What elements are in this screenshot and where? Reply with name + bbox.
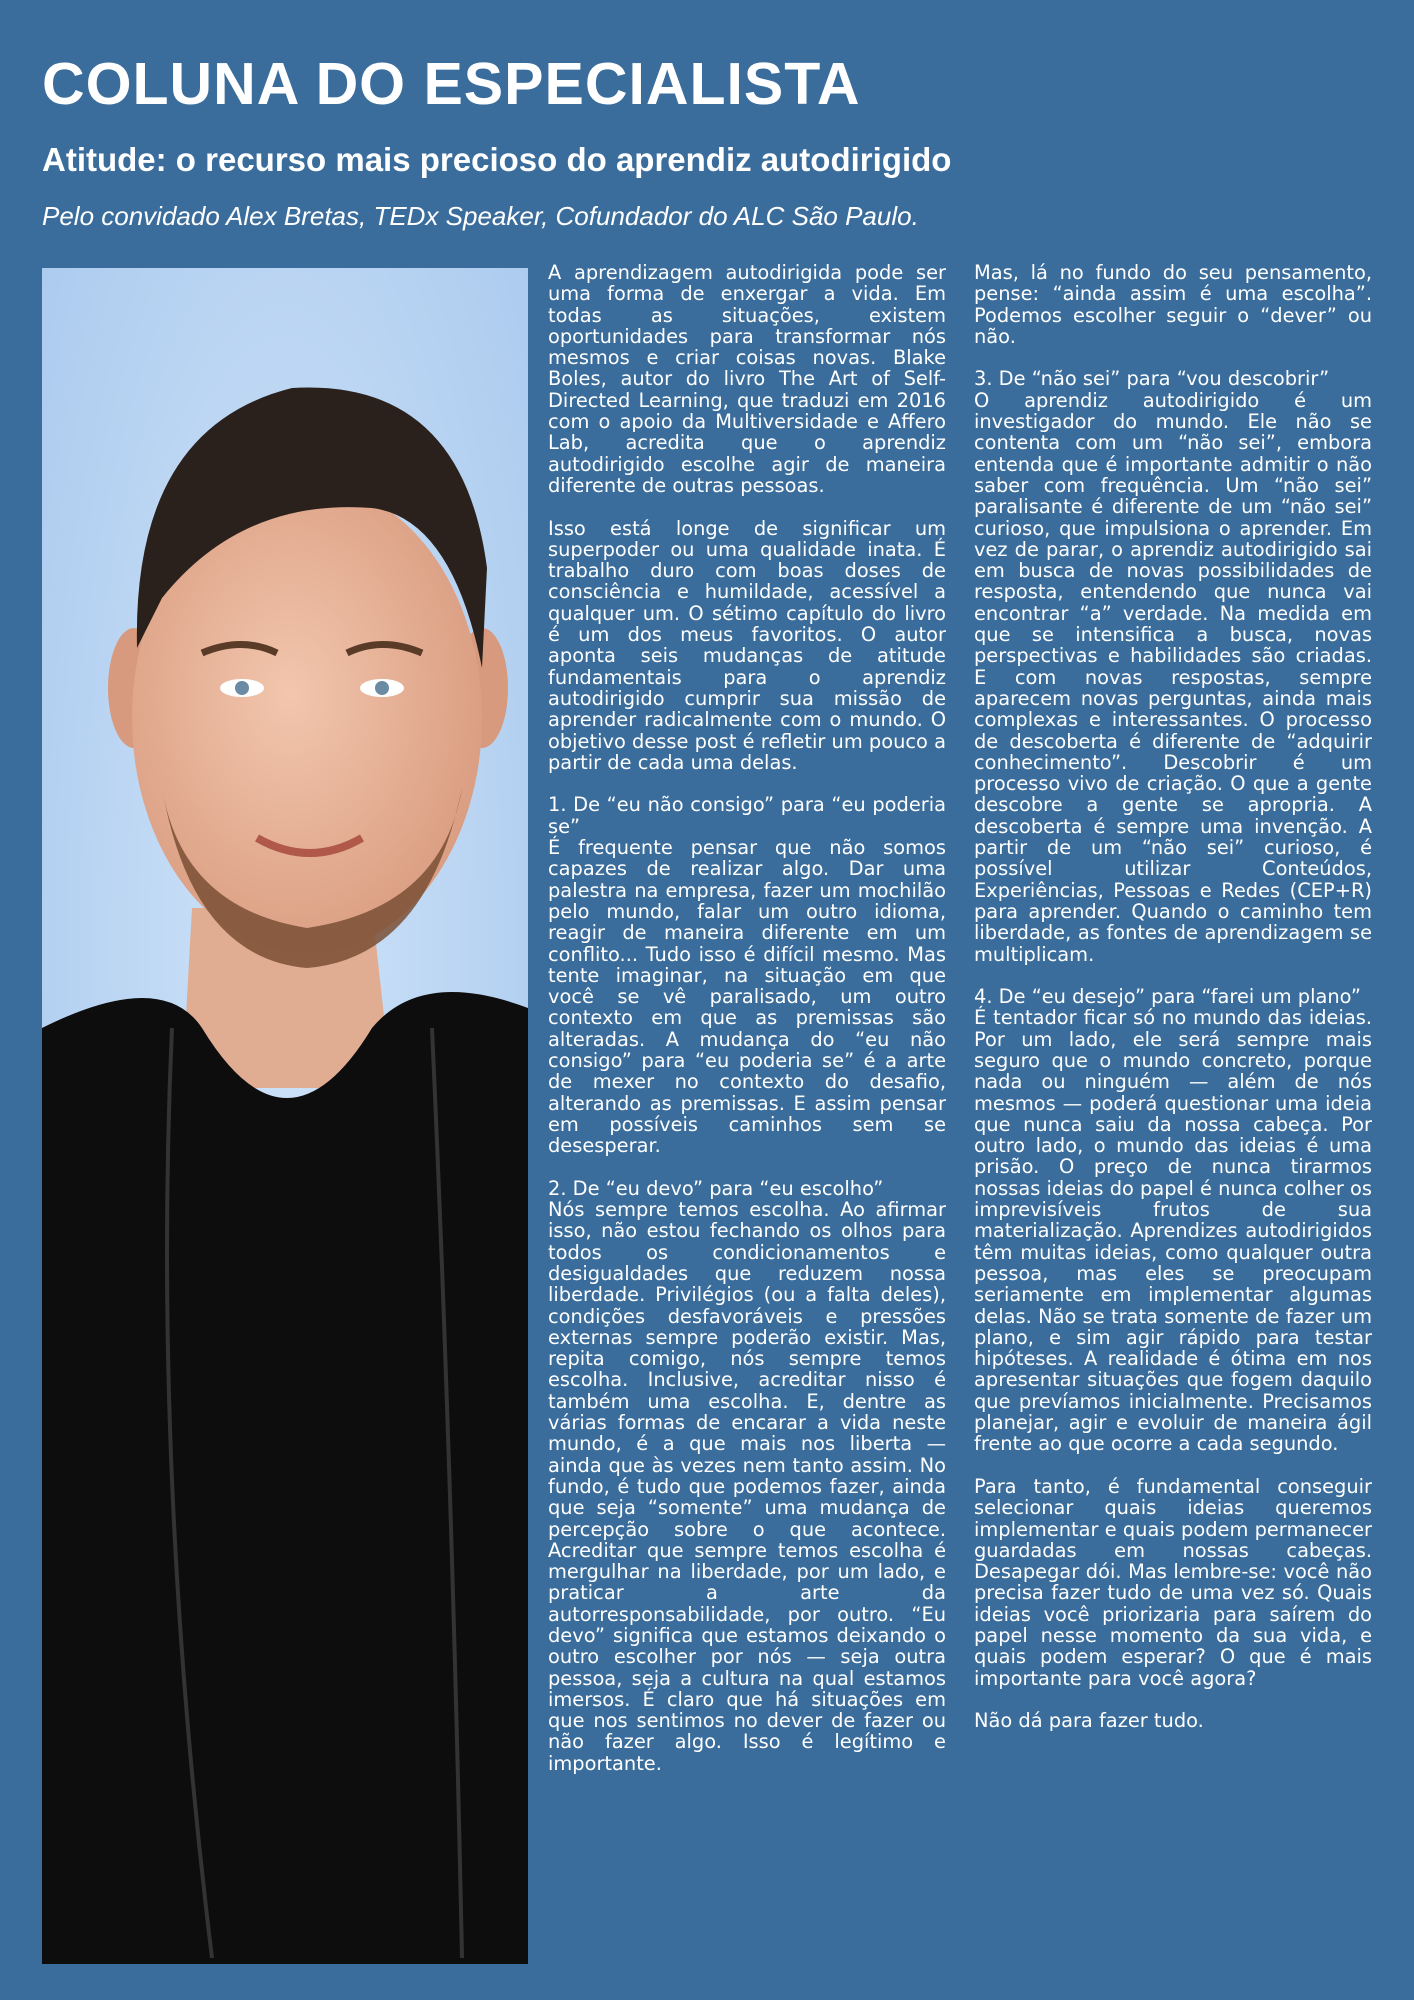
author-photo	[42, 268, 528, 1964]
article-column-2	[974, 262, 1372, 1731]
article-column-1	[548, 262, 946, 1774]
article-title: Atitude: o recurso mais precioso do aprendiz autodirigido	[42, 141, 952, 178]
section-text: É frequente pensar que não somos capazes de realizar algo. Dar uma palestra na empresa, fazer um mochilão pelo mundo, falar um outro idioma, reagir de maneira diferente em um conflito... Tudo isso é difícil mesmo. Mas tente imaginar, na situação em que você se vê paralisado, um outro contexto em que as premissas são alteradas. A mudança do “eu não consigo” para “eu poderia se” é a arte de mexer no contexto do desafio, alterando as premissas. E assim pensar em possíveis caminhos sem se desesperar.	[548, 836, 946, 1158]
paragraph: Para tanto, é fundamental conseguir selecionar quais ideias queremos implementar e quais podem permanecer guardadas em nossas cabeças. Desapegar dói. Mas lembre-se: você não precisa fazer tudo de uma vez só. Quais ideias você priorizaria para saírem do papel nesse momento da sua vida, e quais podem esperar? O que é mais importante para você agora?	[974, 1474, 1372, 1690]
author-byline: Pelo convidado Alex Bretas, TEDx Speaker, Cofundador do ALC São Paulo.	[42, 201, 919, 231]
section-heading: 3. De “não sei” para “vou descobrir”	[974, 367, 1330, 391]
section-heading: 2. De “eu devo” para “eu escolho”	[548, 1176, 884, 1200]
section-heading: 1. De “eu não consigo” para “eu poderia se”	[548, 793, 946, 838]
section-text: O aprendiz autodirigido é um investigador do mundo. Ele não se contenta com um “não sei”, embora entenda que é importante admitir o não saber com frequência. Um “não sei” paralisante é diferente de um “não sei” curioso, que impulsiona o aprender. Em vez de parar, o aprendiz autodirigido sai em busca de novas possibilidades de resposta, entendendo que nunca vai encontrar “a” verdade. Na medida em que se intensifica a busca, novas perspectivas e habilidades são criadas. E com novas respostas, sempre aparecem novas perguntas, ainda mais complexas e interessantes. O processo de descoberta é diferente de “adquirir conhecimento”. Descobrir é um processo vivo de criação. O que a gente descobre a gente se apropria. A descoberta é sempre uma invenção. A partir de um “não sei” curioso, é possível utilizar Conteúdos, Experiências, Pessoas e Redes (CEP+R) para aprender. Quando o caminho tem liberdade, as fontes de aprendizagem se multiplicam.	[974, 388, 1372, 966]
section-heading: 4. De “eu desejo” para “farei um plano”	[974, 985, 1361, 1009]
paragraph: A aprendizagem autodirigida pode ser uma forma de enxergar a vida. Em todas as situações, existem oportunidades para transformar nós mesmos e criar coisas novas. Blake Boles, autor do livro The Art of Self-Directed Learning, que traduzi em 2016 com o apoio da Multiversidade e Affero Lab, acredita que o aprendiz autodirigido escolhe agir de maneira diferente de outras pessoas.	[548, 261, 946, 497]
section-2	[548, 1178, 946, 1774]
section-3	[974, 368, 1372, 964]
closing-line: Não dá para fazer tudo.	[974, 1709, 1204, 1733]
paragraph: Mas, lá no fundo do seu pensamento, pense: “ainda assim é uma escolha”. Podemos escolher seguir o “dever” ou não.	[974, 261, 1372, 348]
section-text: Nós sempre temos escolha. Ao afirmar isso, não estou fechando os olhos para todos os condicionamentos e desigualdades que reduzem nossa liberdade. Privilégios (ou a falta deles), condições desfavoráveis e pressões externas sempre poderão existir. Mas, repita comigo, nós sempre temos escolha. Inclusive, acreditar nisso é também uma escolha. E, dentre as várias formas de encarar a vida neste mundo, é a que mais nos liberta — ainda que às vezes nem tanto assim. No fundo, é tudo que podemos fazer, ainda que seja “somente” uma mudança de percepção sobre o que acontece. Acreditar que sempre temos escolha é mergulhar na liberdade, por um lado, e praticar a arte da autorresponsabilidade, por outro. “Eu devo” significa que estamos deixando o outro escolher por nós — seja outra pessoa, seja a cultura na qual estamos imersos. É claro que há situações em que nos sentimos no dever de fazer ou não fazer algo. Isso é legítimo e importante.	[548, 1198, 946, 1775]
section-text: É tentador ficar só no mundo das ideias. Por um lado, ele será sempre mais seguro que o mundo concreto, porque nada ou ninguém — além de nós mesmos — poderá questionar uma ideia que nunca saiu da nossa cabeça. Por outro lado, o mundo das ideias é uma prisão. O preço de nunca tirarmos nossas ideias do papel é nunca colher os imprevisíveis frutos de sua materialização. Aprendizes autodirigidos têm muitas ideias, como qualquer outra pessoa, mas eles se preocupam seriamente em implementar algumas delas. Não se trata somente de fazer um plano, e sim agir rápido para testar hipóteses. A realidade é ótima em nos apresentar situações que fogem daquilo que prevíamos inicialmente. Precisamos planejar, agir e evoluir de maneira ágil frente ao que ocorre a cada segundo.	[974, 1006, 1372, 1456]
section-1	[548, 794, 946, 1156]
paragraph: Isso está longe de significar um superpoder ou uma qualidade inata. É trabalho duro com boas doses de consciência e humildade, acessível a qualquer um. O sétimo capítulo do livro é um dos meus favoritos. O autor aponta seis mudanças de atitude fundamentais para o aprendiz autodirigido cumprir sua missão de aprender radicalmente com o mundo. O objetivo desse post é refletir um pouco a partir de cada uma delas.	[548, 516, 946, 774]
section-4	[974, 986, 1372, 1455]
page-title: COLUNA DO ESPECIALISTA	[42, 51, 861, 117]
